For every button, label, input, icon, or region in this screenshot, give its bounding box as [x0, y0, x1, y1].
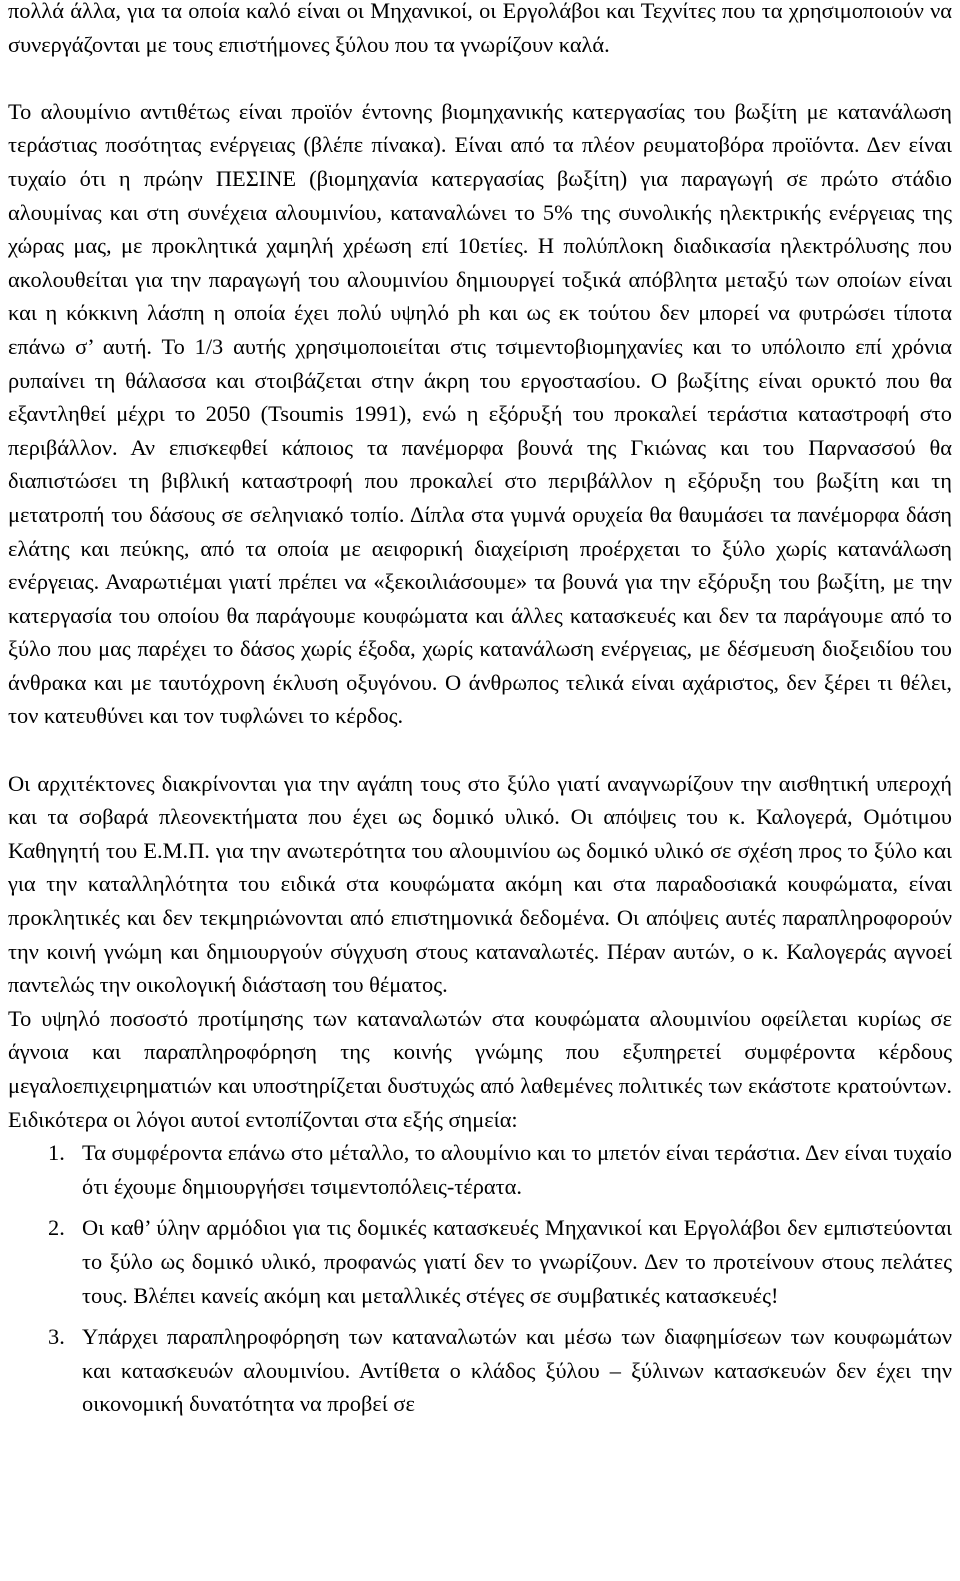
- list-item: [8, 1136, 952, 1203]
- list-item-number: 3.: [48, 1324, 65, 1350]
- numbered-list: [8, 1136, 952, 1421]
- list-item-number: 1.: [48, 1140, 65, 1166]
- list-item: [8, 1211, 952, 1312]
- list-item-text: Υπάρχει παραπληροφόρηση των καταναλωτών και μέσω των διαφημίσεων των κουφωμάτων και κατασκευών αλουμινίου. Αντίθετα ο κλάδος ξύλου – ξύλινων κατασκευών δεν έχει την οικονομική δυνατότητα να προβεί σε: [82, 1324, 952, 1417]
- document-page: [8, 0, 952, 1429]
- paragraph-2: [8, 95, 952, 733]
- paragraph-1: πολλά άλλα, για τα οποία καλό είναι οι Μηχανικοί, οι Εργολάβοι και Τεχνίτες που τα χρησιμοποιούν να συνεργάζονται με τους επιστήμονες ξύλου που τα γνωρίζουν καλά.: [8, 0, 952, 57]
- list-item-text: Οι καθ’ ύλην αρμόδιοι για τις δομικές κατασκευές Μηχανικοί και Εργολάβοι δεν εμπιστεύονται το ξύλο ως δομικό υλικό, προφανώς γιατί δεν το γνωρίζουν. Δεν το προτείνουν στους πελάτες τους. Βλέπει κανείς ακόμη και μεταλλικές στέγες σε συμβατικές κατασκευές!: [82, 1215, 952, 1308]
- list-item-text: Τα συμφέροντα επάνω στο μέταλλο, το αλουμίνιο και το μπετόν είναι τεράστια. Δεν είναι τυχαίο ότι έχουμε δημιουργήσει τσιμεντοπόλεις-τέρατα.: [82, 1140, 952, 1199]
- paragraph-2-part-1: Το αλουμίνιο αντιθέτως είναι προϊόν έντονης βιομηχανικής κατεργασίας του βωξίτη με κατανάλωση τεράστιας ποσότητας ενέργειας (βλέπε πίνακα). Είναι από τα πλέον ρευματοβόρα προϊόντα. Δεν είναι τυχαίο ότι η πρώην ΠΕΣΙΝΕ (βιομηχανία κατεργασίας βωξίτη) για παραγωγή σε πρώτο στάδιο αλουμίνας και στη συνέχεια αλουμινίου, καταναλώνει το 5% της συνολικής ηλεκτρικής ενέργειας της χώρας μας, με προκλητικά χαμηλή χρέωση επί 10ετίες.: [8, 98, 952, 259]
- list-item: [8, 1320, 952, 1421]
- list-item-number: 2.: [48, 1215, 65, 1241]
- paragraph-3: Οι αρχιτέκτονες διακρίνονται για την αγάπη τους στο ξύλο γιατί αναγνωρίζουν την αισθητική υπεροχή και τα σοβαρά πλεονεκτήματα που έχει ως δομικό υλικό. Οι απόψεις του κ. Καλογερά, Ομότιμου Καθηγητή του Ε.Μ.Π. για την ανωτερότητα του αλουμινίου ως δομικό υλικό σε σχέση προς το ξύλο και για την καταλληλότητα του ειδικά στα κουφώματα ακόμη και στα παραδοσιακά κουφώματα, είναι προκλητικές και δεν τεκμηριώνονται από επιστημονικά δεδομένα. Οι απόψεις αυτές παραπληροφορούν την κοινή γνώμη και δημιουργούν σύγχυση στους καταναλωτές. Πέραν αυτών, ο κ. Καλογεράς αγνοεί παντελώς την οικολογική διάσταση του θέματος.: [8, 770, 952, 998]
- paragraph-4: Το υψηλό ποσοστό προτίμησης των καταναλωτών στα κουφώματα αλουμινίου οφείλεται κυρίως σε άγνοια και παραπληροφόρηση της κοινής γνώμης που εξυπηρετεί συμφέροντα κέρδους μεγαλοεπιχειρηματιών και υποστηρίζεται δυστυχώς από λαθεμένες πολιτικές των εκάστοτε κρατούντων. Ειδικότερα οι λόγοι αυτοί εντοπίζονται στα εξής σημεία:: [8, 1005, 952, 1132]
- paragraph-2-part-2: Η πολύπλοκη διαδικασία ηλεκτρόλυσης που ακολουθείται για την παραγωγή του αλουμινίου δημιουργεί τοξικά απόβλητα μεταξύ των οποίων είναι και η κόκκινη λάσπη η οποία έχει πολύ υψηλό ph και ως εκ τούτου δεν μπορεί να φυτρώσει τίποτα επάνω σ’ αυτή. Το 1/3 αυτής χρησιμοποιείται στις τσιμεντοβιομηχανίες και το υπόλοιπο επί χρόνια ρυπαίνει τη θάλασσα και στοιβάζεται στην άκρη του εργοστασίου. Ο βωξίτης είναι ορυκτό που θα εξαντληθεί μέχρι το 2050 (Tsoumis 1991), ενώ η εξόρυξή του προκαλεί τεράστια καταστροφή στο περιβάλλον. Αν επισκεφθεί κάποιος τα πανέμορφα βουνά της Γκιώνας και του Παρνασσού θα διαπιστώσει τη βιβλική καταστροφή που προκαλεί στο περιβάλλον η εξόρυξη του βωξίτη και τη μετατροπή του δάσους σε σεληνιακό τοπίο. Δίπλα στα γυμνά ορυχεία θα θαυμάσει τα πανέμορφα δάση ελάτης και πεύκης, από τα οποία με αειφορική διαχείριση προέρχεται το ξύλο χωρίς κατανάλωση ενέργειας. Αναρωτιέμαι γιατί πρέπει να «ξεκοιλιάσουμε» τα βουνά για την εξόρυξη του βωξίτη, με την κατεργασία του οποίου θα παράγουμε κουφώματα και άλλες κατασκευές και δεν τα παράγουμε από το ξύλο που μας παρέχει το δάσος χωρίς έξοδα, χωρίς κατανάλωση ενέργειας, με δέσμευση διοξειδίου του άνθρακα και με ταυτόχρονη έκλυση οξυγόνου. Ο άνθρωπος τελικά είναι αχάριστος, δεν ξέρει τι θέλει, τον κατευθύνει και τον τυφλώνει το κέρδος.: [8, 233, 952, 729]
